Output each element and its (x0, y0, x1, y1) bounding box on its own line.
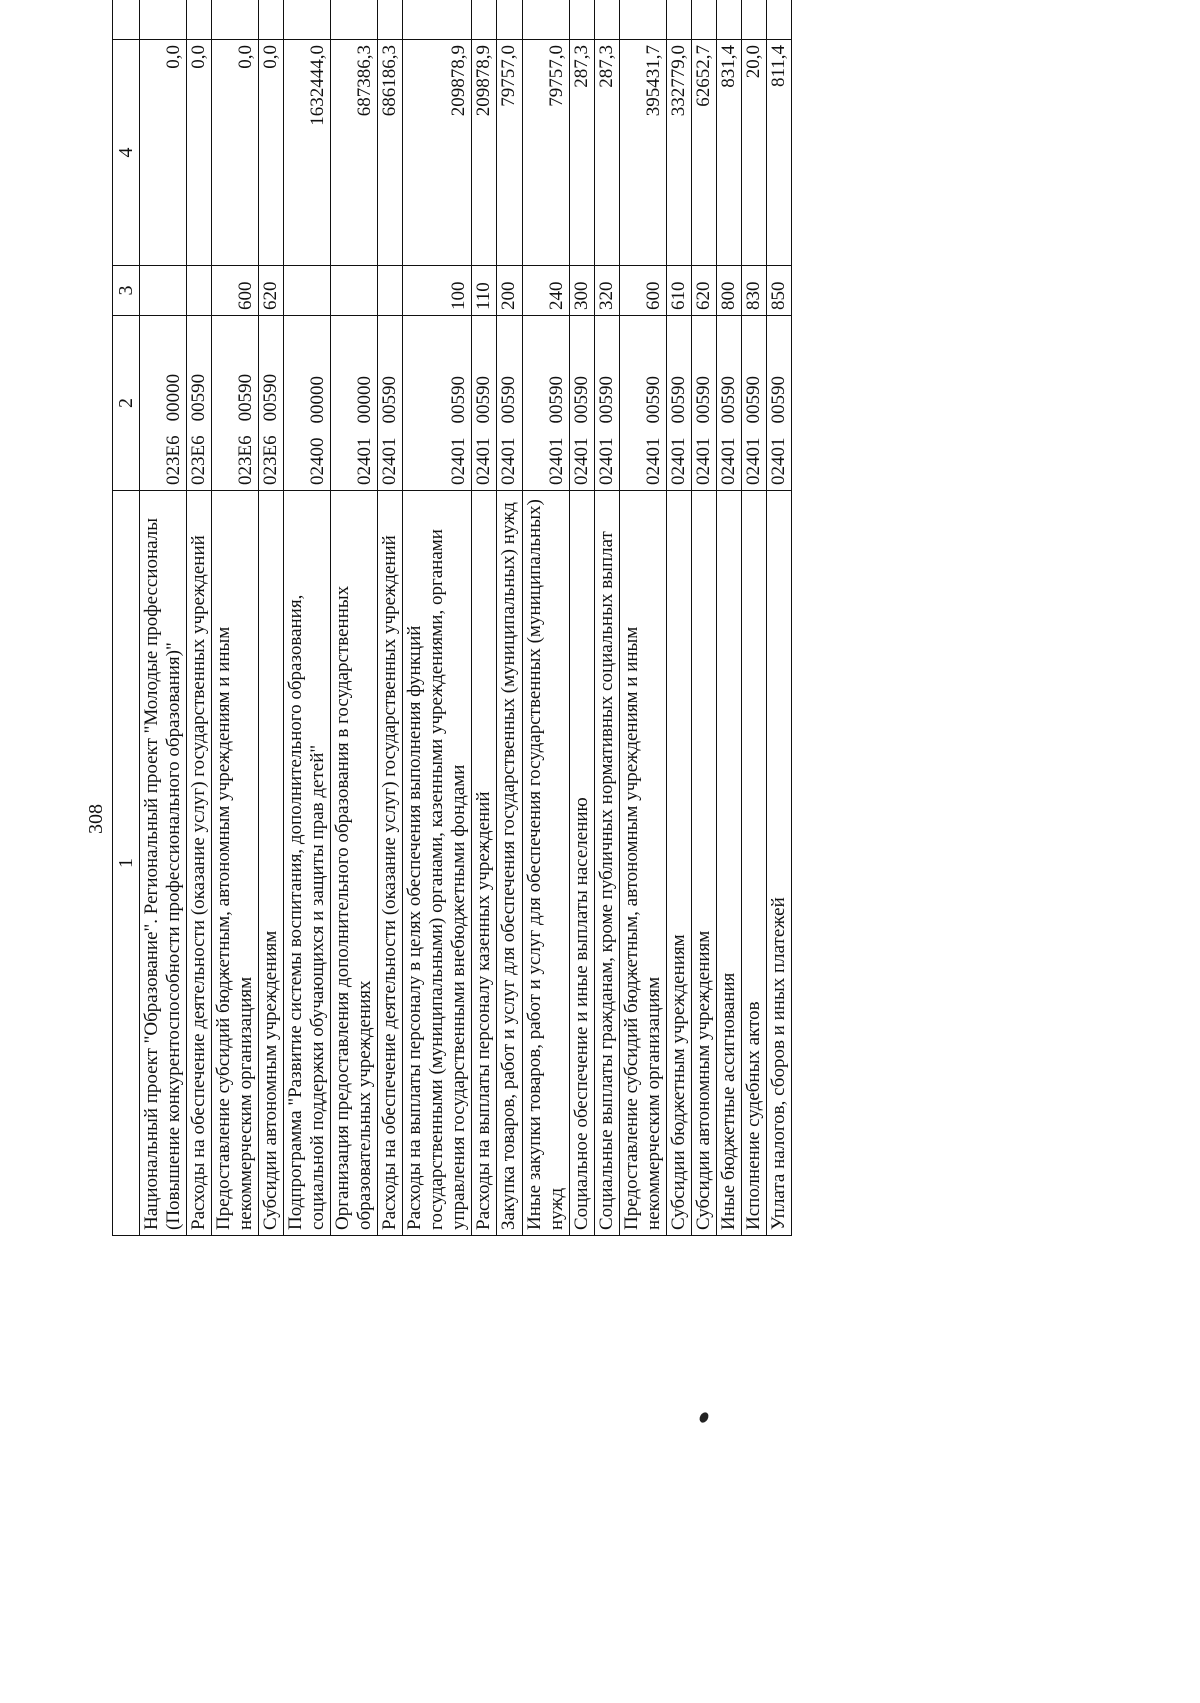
row-name: Предоставление субсидий бюджетным, автономным учреждениям и иным некоммерческим организациям (619, 491, 666, 1236)
table-row (140, 0, 187, 1236)
direction-code: 00590 (742, 376, 764, 424)
amount-col-5 (140, 0, 187, 40)
amount-col-4: 62652,7 (691, 40, 716, 266)
expense-type-code: 100 (403, 266, 472, 316)
expense-type-code: 200 (497, 266, 522, 316)
page-number: 308 (85, 804, 107, 834)
table-row (522, 0, 569, 1236)
expense-type-code: 850 (766, 266, 791, 316)
table-row (259, 0, 284, 1236)
amount-col-4: 0,0 (140, 40, 187, 266)
amount-col-4: 811,4 (766, 40, 791, 266)
row-name: Исполнение судебных актов (741, 491, 766, 1236)
direction-code: 00000 (163, 373, 185, 422)
amount-col-4: 687386,3 (331, 40, 378, 266)
target-article-code (619, 316, 666, 491)
direction-code: 00590 (667, 376, 689, 424)
direction-code: 00590 (692, 376, 714, 424)
table-row (497, 0, 522, 1236)
expense-type-code: 830 (741, 266, 766, 316)
direction-code: 00590 (767, 376, 789, 424)
column-header (113, 0, 140, 40)
expense-type-code (331, 266, 378, 316)
expense-type-code: 600 (212, 266, 259, 316)
amount-col-5 (716, 0, 741, 40)
direction-code: 00590 (498, 376, 520, 424)
target-article-code (403, 316, 472, 491)
row-name: Расходы на выплаты персоналу в целях обеспечения выполнения функций государственными (муниципальными) органами, казенными учреждениями, органами управления государственными внебюджетными фондами (403, 491, 472, 1236)
column-header: 3 (113, 266, 140, 316)
row-name: Предоставление субсидий бюджетным, автономным учреждениям и иным некоммерческим организациям (212, 491, 259, 1236)
program-code: 02401 (667, 437, 689, 485)
amount-col-4: 79757,0 (497, 40, 522, 266)
program-code: 02401 (742, 437, 764, 485)
table-row (212, 0, 259, 1236)
scan-ink-mark (698, 1411, 710, 1425)
column-header: 4 (113, 40, 140, 266)
program-code: 02401 (767, 437, 789, 485)
amount-col-5 (259, 0, 284, 40)
amount-col-5 (522, 0, 569, 40)
table-row (594, 0, 619, 1236)
target-article-code (284, 316, 331, 491)
row-name: Социальные выплаты гражданам, кроме публичных нормативных социальных выплат (594, 491, 619, 1236)
direction-code: 00590 (379, 376, 401, 424)
row-name: Подпрограмма "Развитие системы воспитания, дополнительного образования, социальной поддержки обучающихся и защиты прав детей" (284, 491, 331, 1236)
amount-col-5 (619, 0, 666, 40)
direction-code: 00590 (642, 376, 664, 424)
direction-code: 00590 (545, 376, 567, 424)
amount-col-5 (497, 0, 522, 40)
program-code: 02401 (545, 437, 567, 485)
target-article-code (691, 316, 716, 491)
amount-col-4: 79757,0 (522, 40, 569, 266)
rotated-budget-table-container (112, 0, 1128, 1236)
table-row (378, 0, 403, 1236)
direction-code: 00590 (717, 376, 739, 424)
row-name: Национальный проект "Образование". Региональный проект "Молодые профессионалы (Повышение конкурентоспособности профессионального образования)" (140, 491, 187, 1236)
direction-code: 00590 (235, 373, 257, 422)
amount-col-5 (331, 0, 378, 40)
amount-col-4: 332779,0 (666, 40, 691, 266)
direction-code: 00590 (448, 376, 470, 424)
row-name: Закупка товаров, работ и услуг для обеспечения государственных (муниципальных) нужд (497, 491, 522, 1236)
program-code: 02401 (498, 437, 520, 485)
table-row (666, 0, 691, 1236)
table-row (716, 0, 741, 1236)
amount-col-5 (403, 0, 472, 40)
expense-type-code (187, 266, 212, 316)
amount-col-5 (666, 0, 691, 40)
table-row (331, 0, 378, 1236)
expense-type-code (140, 266, 187, 316)
target-article-code (522, 316, 569, 491)
column-header: 2 (113, 316, 140, 491)
direction-code: 00590 (595, 376, 617, 424)
row-name: Организация предоставления дополнительного образования в государственных образовательных учреждениях (331, 491, 378, 1236)
amount-col-5 (472, 0, 497, 40)
amount-col-5 (766, 0, 791, 40)
expense-type-code: 800 (716, 266, 741, 316)
amount-col-5 (378, 0, 403, 40)
expense-type-code: 600 (619, 266, 666, 316)
amount-col-4: 0,0 (212, 40, 259, 266)
amount-col-5 (284, 0, 331, 40)
table-row (766, 0, 791, 1236)
program-code: 023Е6 (188, 435, 210, 485)
expense-type-code: 620 (691, 266, 716, 316)
target-article-code (666, 316, 691, 491)
row-name: Субсидии автономным учреждениям (259, 491, 284, 1236)
amount-col-4: 287,3 (569, 40, 594, 266)
program-code: 02401 (570, 437, 592, 485)
program-code: 02401 (379, 437, 401, 485)
row-name: Расходы на выплаты персоналу казенных учреждений (472, 491, 497, 1236)
amount-col-4: 686186,3 (378, 40, 403, 266)
program-code: 023Е6 (163, 435, 185, 485)
program-code: 02401 (595, 437, 617, 485)
target-article-code (569, 316, 594, 491)
target-article-code (259, 316, 284, 491)
expense-type-code: 110 (472, 266, 497, 316)
target-article-code (716, 316, 741, 491)
amount-col-5 (741, 0, 766, 40)
table-row (403, 0, 472, 1236)
table-row (472, 0, 497, 1236)
budget-table (112, 0, 792, 1236)
table-row (619, 0, 666, 1236)
direction-code: 00590 (188, 373, 210, 422)
program-code: 02401 (473, 437, 495, 485)
direction-code: 00590 (260, 373, 282, 422)
target-article-code (594, 316, 619, 491)
target-article-code (212, 316, 259, 491)
direction-code: 00590 (473, 376, 495, 424)
amount-col-5 (187, 0, 212, 40)
column-header: 1 (113, 491, 140, 1236)
program-code: 023Е6 (260, 435, 282, 485)
program-code: 02401 (692, 437, 714, 485)
target-article-code (766, 316, 791, 491)
row-name: Субсидии автономным учреждениям (691, 491, 716, 1236)
table-row (691, 0, 716, 1236)
target-article-code (140, 316, 187, 491)
program-code: 02401 (717, 437, 739, 485)
row-name: Уплата налогов, сборов и иных платежей (766, 491, 791, 1236)
amount-col-4: 831,4 (716, 40, 741, 266)
amount-col-4: 209878,9 (403, 40, 472, 266)
amount-col-4: 1632444,0 (284, 40, 331, 266)
target-article-code (187, 316, 212, 491)
table-row (569, 0, 594, 1236)
expense-type-code: 320 (594, 266, 619, 316)
amount-col-5 (212, 0, 259, 40)
target-article-code (331, 316, 378, 491)
row-name: Расходы на обеспечение деятельности (оказание услуг) государственных учреждений (378, 491, 403, 1236)
direction-code: 00000 (354, 376, 376, 424)
amount-col-4: 395431,7 (619, 40, 666, 266)
amount-col-4: 0,0 (187, 40, 212, 266)
amount-col-4: 209878,9 (472, 40, 497, 266)
header-row (113, 0, 140, 1236)
table-row (284, 0, 331, 1236)
row-name: Иные бюджетные ассигнования (716, 491, 741, 1236)
row-name: Расходы на обеспечение деятельности (оказание услуг) государственных учреждений (187, 491, 212, 1236)
expense-type-code: 610 (666, 266, 691, 316)
expense-type-code: 620 (259, 266, 284, 316)
expense-type-code (284, 266, 331, 316)
program-code: 02401 (354, 437, 376, 485)
target-article-code (497, 316, 522, 491)
row-name: Иные закупки товаров, работ и услуг для обеспечения государственных (муниципальных) нужд (522, 491, 569, 1236)
expense-type-code: 240 (522, 266, 569, 316)
expense-type-code: 300 (569, 266, 594, 316)
amount-col-5 (569, 0, 594, 40)
row-name: Социальное обеспечение и иные выплаты населению (569, 491, 594, 1236)
amount-col-4: 0,0 (259, 40, 284, 266)
amount-col-5 (691, 0, 716, 40)
program-code: 023Е6 (235, 435, 257, 485)
target-article-code (472, 316, 497, 491)
target-article-code (741, 316, 766, 491)
table-row (741, 0, 766, 1236)
table-row (187, 0, 212, 1236)
amount-col-4: 287,3 (594, 40, 619, 266)
direction-code: 00590 (570, 376, 592, 424)
amount-col-5 (594, 0, 619, 40)
program-code: 02401 (642, 437, 664, 485)
expense-type-code (378, 266, 403, 316)
row-name: Субсидии бюджетным учреждениям (666, 491, 691, 1236)
program-code: 02400 (307, 437, 329, 485)
target-article-code (378, 316, 403, 491)
amount-col-4: 20,0 (741, 40, 766, 266)
program-code: 02401 (448, 437, 470, 485)
direction-code: 00000 (307, 376, 329, 424)
